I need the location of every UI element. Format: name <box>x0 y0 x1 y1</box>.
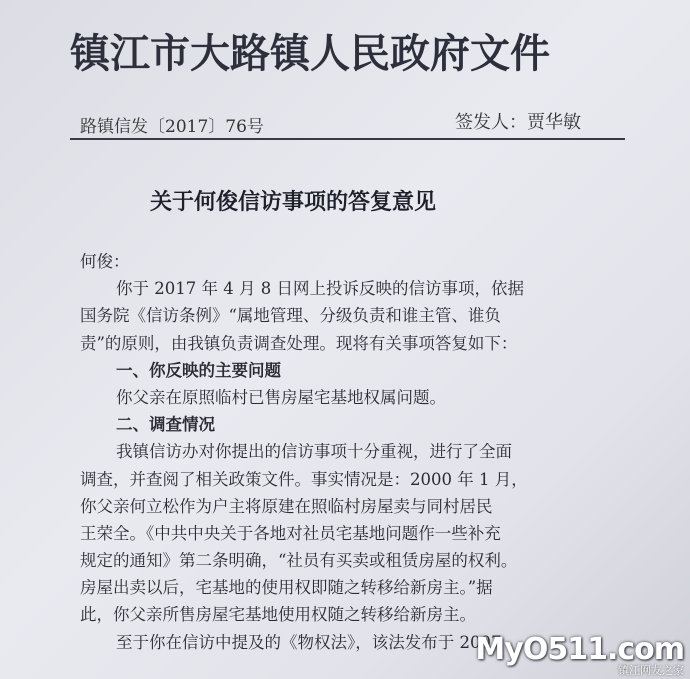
body-line: 至于你在信访中提及的《物权法》，该法发布于 2007 <box>116 632 502 652</box>
section-heading: 一、你反映的主要问题 <box>116 360 281 380</box>
section-heading: 二、调查情况 <box>116 415 215 435</box>
body-line: 国务院《信访条例》“属地管理、分级负责和谁主管、谁负 <box>80 306 501 326</box>
body-line: 你于 2017 年 4 月 8 日网上投诉反映的信访事项，依据 <box>116 279 524 299</box>
header-divider <box>70 138 625 140</box>
body-line: 规定的通知》第二条明确，“社员有买卖或租赁房屋的权利。 <box>80 551 518 571</box>
document-title: 关于何俊信访事项的答复意见 <box>150 189 437 215</box>
body-line: 你父亲在原照临村已售房屋宅基地权属问题。 <box>116 387 446 407</box>
watermark-logo: MyO511.com <box>475 632 684 667</box>
site-watermark <box>475 632 684 677</box>
body-line: 调查，并查阅了相关政策文件。事实情况是：2000 年 1 月， <box>80 469 528 489</box>
body-line: 此，你父亲所售房屋宅基地使用权随之转移给新房主。 <box>80 605 476 625</box>
body-line: 责”的原则，由我镇负责调查处理。现将有关事项答复如下： <box>80 333 518 353</box>
salutation: 何俊： <box>80 252 130 271</box>
document-issuer: 签发人：贾华敏 <box>455 112 581 133</box>
document-body <box>80 248 620 656</box>
document-header-title: 镇江市大路镇人民政府文件 <box>70 30 550 77</box>
body-line: 你父亲何立松作为户主将原建在照临村房屋卖与同村居民 <box>80 496 493 516</box>
body-line: 我镇信访办对你提出的信访事项十分重视，进行了全面 <box>116 442 512 462</box>
watermark-tagline: 镇江网友之家 <box>618 664 684 677</box>
document-number: 路镇信发〔2017〕76号 <box>80 117 264 137</box>
body-line: 房屋出卖以后，宅基地的使用权即随之转移给新房主。”据 <box>80 578 493 598</box>
body-line: 王荣全。《中共中央关于各地对社员宅基地问题作一些补充 <box>80 523 501 543</box>
